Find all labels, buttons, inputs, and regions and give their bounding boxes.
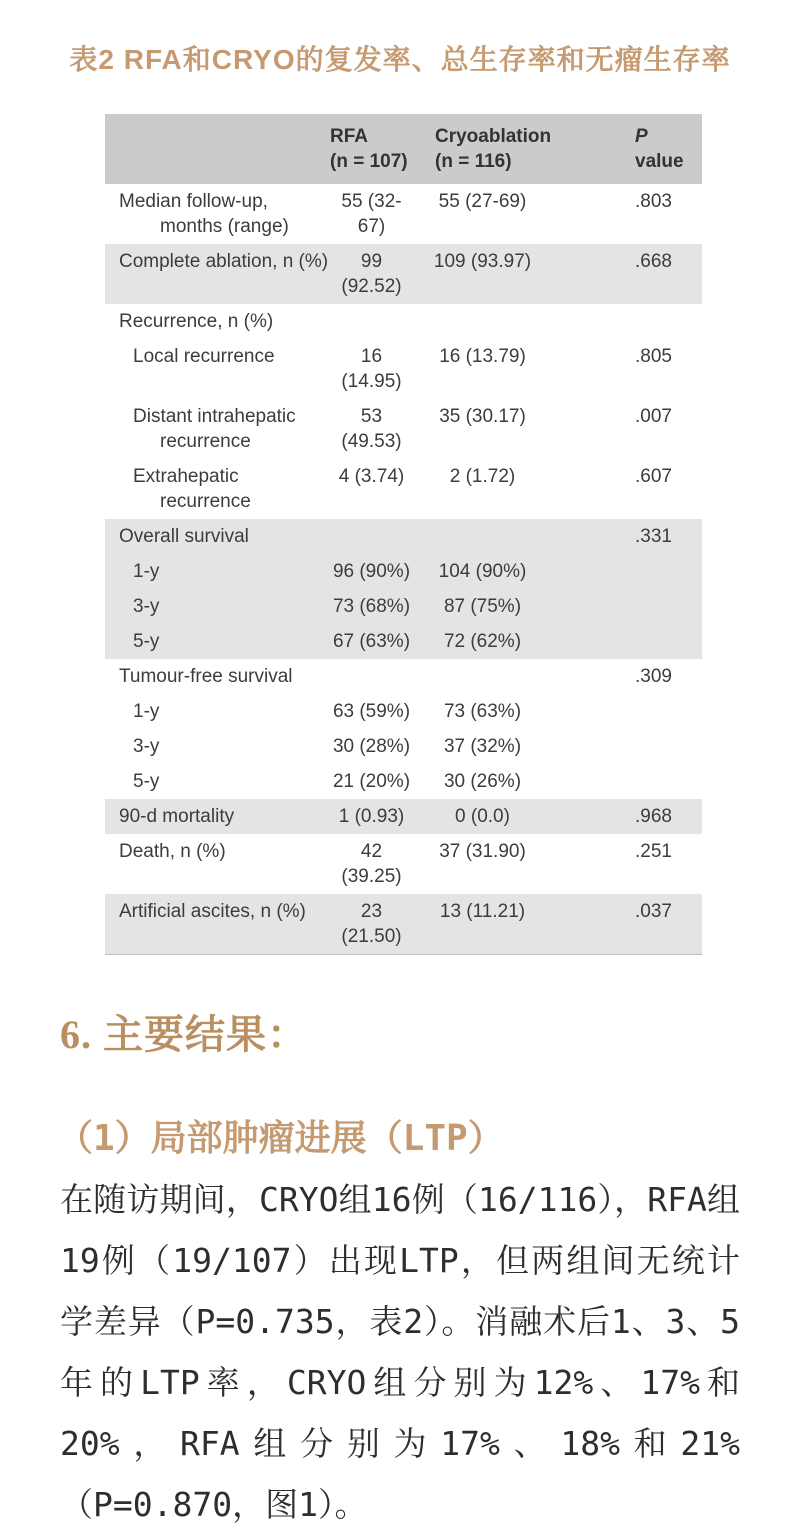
cryo-value-cell: 72 (62%) xyxy=(425,624,540,659)
row-label: 1-y xyxy=(133,561,160,582)
rfa-value-cell: 21 (20%) xyxy=(332,771,411,792)
rfa-value-cell: 67 (63%) xyxy=(330,624,425,659)
row-label-cell xyxy=(105,764,330,799)
cryo-value-cell xyxy=(425,659,540,694)
row-label-cell xyxy=(105,304,330,339)
cryo-value-cell: 73 (63%) xyxy=(443,701,522,722)
table-row xyxy=(105,589,702,624)
row-label: Overall survival xyxy=(119,526,249,547)
row-label-cell xyxy=(105,459,330,519)
p-value-cell: .803 xyxy=(635,191,672,212)
cryo-value-cell: 55 (27-69) xyxy=(438,191,527,212)
row-label: Extrahepatic recurrence xyxy=(133,466,251,512)
p-value-cell xyxy=(540,304,702,339)
row-label: 3-y xyxy=(133,736,160,757)
row-label-cell xyxy=(105,339,330,399)
cryo-value-cell: 109 (93.97) xyxy=(425,244,540,304)
row-label: Death, n (%) xyxy=(119,841,226,862)
row-label: 5-y xyxy=(133,631,160,652)
table-row xyxy=(105,894,702,955)
table-row xyxy=(105,244,702,304)
cryo-value-cell: 104 (90%) xyxy=(425,554,540,589)
cryo-value-cell: 2 (1.72) xyxy=(449,466,516,487)
p-value-cell: .968 xyxy=(540,799,702,834)
rfa-value-cell: 53 (49.53) xyxy=(341,406,402,452)
table-row xyxy=(105,659,702,694)
table-row xyxy=(105,304,702,339)
cryo-value-cell xyxy=(425,304,540,339)
row-label-cell xyxy=(105,894,330,955)
table-row xyxy=(105,184,702,244)
col-header-empty xyxy=(105,114,330,184)
row-label: 3-y xyxy=(133,596,160,617)
results-table xyxy=(105,114,702,955)
row-label-cell xyxy=(105,184,330,244)
row-label-cell xyxy=(105,399,330,459)
row-label: Distant intrahepatic recurrence xyxy=(133,406,296,452)
rfa-value-cell: 23 (21.50) xyxy=(330,894,425,955)
table-row xyxy=(105,624,702,659)
row-label-cell xyxy=(105,244,330,304)
row-label-cell xyxy=(105,694,330,729)
rfa-value-cell: 73 (68%) xyxy=(330,589,425,624)
section-heading: 6. 主要结果： xyxy=(60,1012,308,1057)
table-row xyxy=(105,799,702,834)
rfa-value-cell xyxy=(330,304,425,339)
cryo-value-cell: 16 (13.79) xyxy=(439,346,526,367)
p-value-cell: .668 xyxy=(540,244,702,304)
row-label: Median follow-up, months (range) xyxy=(119,191,289,237)
sub-heading: （1）局部肿瘤进展（LTP） xyxy=(57,1118,504,1159)
table-row xyxy=(105,459,702,519)
p-value-cell xyxy=(540,624,702,659)
p-value-cell: .331 xyxy=(540,519,702,554)
table-header-row xyxy=(105,114,702,184)
rfa-value-cell xyxy=(330,519,425,554)
p-value-cell: .805 xyxy=(635,346,672,367)
cryo-value-cell: 35 (30.17) xyxy=(439,406,526,427)
col-header-rfa: RFA (n = 107) xyxy=(330,114,425,184)
cryo-value-cell: 30 (26%) xyxy=(443,771,522,792)
row-label: Recurrence, n (%) xyxy=(119,311,274,332)
rfa-value-cell: 99 (92.52) xyxy=(330,244,425,304)
table-row xyxy=(105,729,702,764)
row-label-cell xyxy=(105,729,330,764)
page-title: 表2 RFA和CRYO的复发率、总生存率和无瘤生存率 xyxy=(69,44,731,75)
table-row xyxy=(105,834,702,894)
row-label: Complete ablation, n (%) xyxy=(119,251,329,272)
rfa-value-cell: 63 (59%) xyxy=(332,701,411,722)
row-label: Tumour-free survival xyxy=(119,666,293,687)
row-label-cell xyxy=(105,624,330,659)
p-value-cell: .007 xyxy=(635,406,672,427)
cryo-value-cell xyxy=(425,519,540,554)
row-label-cell xyxy=(105,554,330,589)
table-row xyxy=(105,399,702,459)
row-label: 5-y xyxy=(133,771,160,792)
p-value-cell: .309 xyxy=(635,666,672,687)
rfa-value-cell xyxy=(330,659,425,694)
rfa-value-cell: 30 (28%) xyxy=(332,736,411,757)
results-paragraph: 在随访期间，CRYO组16例（16/116），RFA组19例（19/107）出现LTP，但两组间无统计学差异（P=0.735，表2）。消融术后1、3、5年的LTP率，CRYO组分别为12%、17%和20%，RFA组分别为17%、18%和21%（P=0.870，图1）。 xyxy=(60,1180,740,1524)
row-label-cell xyxy=(105,519,330,554)
row-label-cell xyxy=(105,589,330,624)
table-row xyxy=(105,519,702,554)
row-label: 90-d mortality xyxy=(119,806,235,827)
rfa-value-cell: 1 (0.93) xyxy=(330,799,425,834)
row-label-cell xyxy=(105,834,330,894)
row-label: Artificial ascites, n (%) xyxy=(119,901,306,922)
rfa-value-cell: 96 (90%) xyxy=(330,554,425,589)
p-value-cell xyxy=(540,589,702,624)
cryo-value-cell: 37 (31.90) xyxy=(439,841,526,862)
p-value-cell: .251 xyxy=(635,841,672,862)
p-value-cell xyxy=(540,694,702,729)
cryo-value-cell: 87 (75%) xyxy=(425,589,540,624)
rfa-value-cell: 16 (14.95) xyxy=(341,346,402,392)
p-value-cell: .607 xyxy=(635,466,672,487)
row-label: 1-y xyxy=(133,701,160,722)
table-row xyxy=(105,694,702,729)
rfa-value-cell: 4 (3.74) xyxy=(338,466,405,487)
p-value-cell xyxy=(540,729,702,764)
table-row xyxy=(105,764,702,799)
rfa-value-cell: 55 (32-67) xyxy=(341,191,402,237)
col-header-p-value: P value xyxy=(540,114,702,184)
rfa-value-cell: 42 (39.25) xyxy=(341,841,402,887)
p-value-cell xyxy=(540,764,702,799)
cryo-value-cell: 13 (11.21) xyxy=(425,894,540,955)
row-label-cell xyxy=(105,659,330,694)
col-header-cryoablation: Cryoablation (n = 116) xyxy=(425,114,540,184)
table-row xyxy=(105,339,702,399)
row-label: Local recurrence xyxy=(133,346,275,367)
cryo-value-cell: 0 (0.0) xyxy=(425,799,540,834)
table-row xyxy=(105,554,702,589)
cryo-value-cell: 37 (32%) xyxy=(443,736,522,757)
p-value-cell: .037 xyxy=(540,894,702,955)
row-label-cell xyxy=(105,799,330,834)
p-value-cell xyxy=(540,554,702,589)
